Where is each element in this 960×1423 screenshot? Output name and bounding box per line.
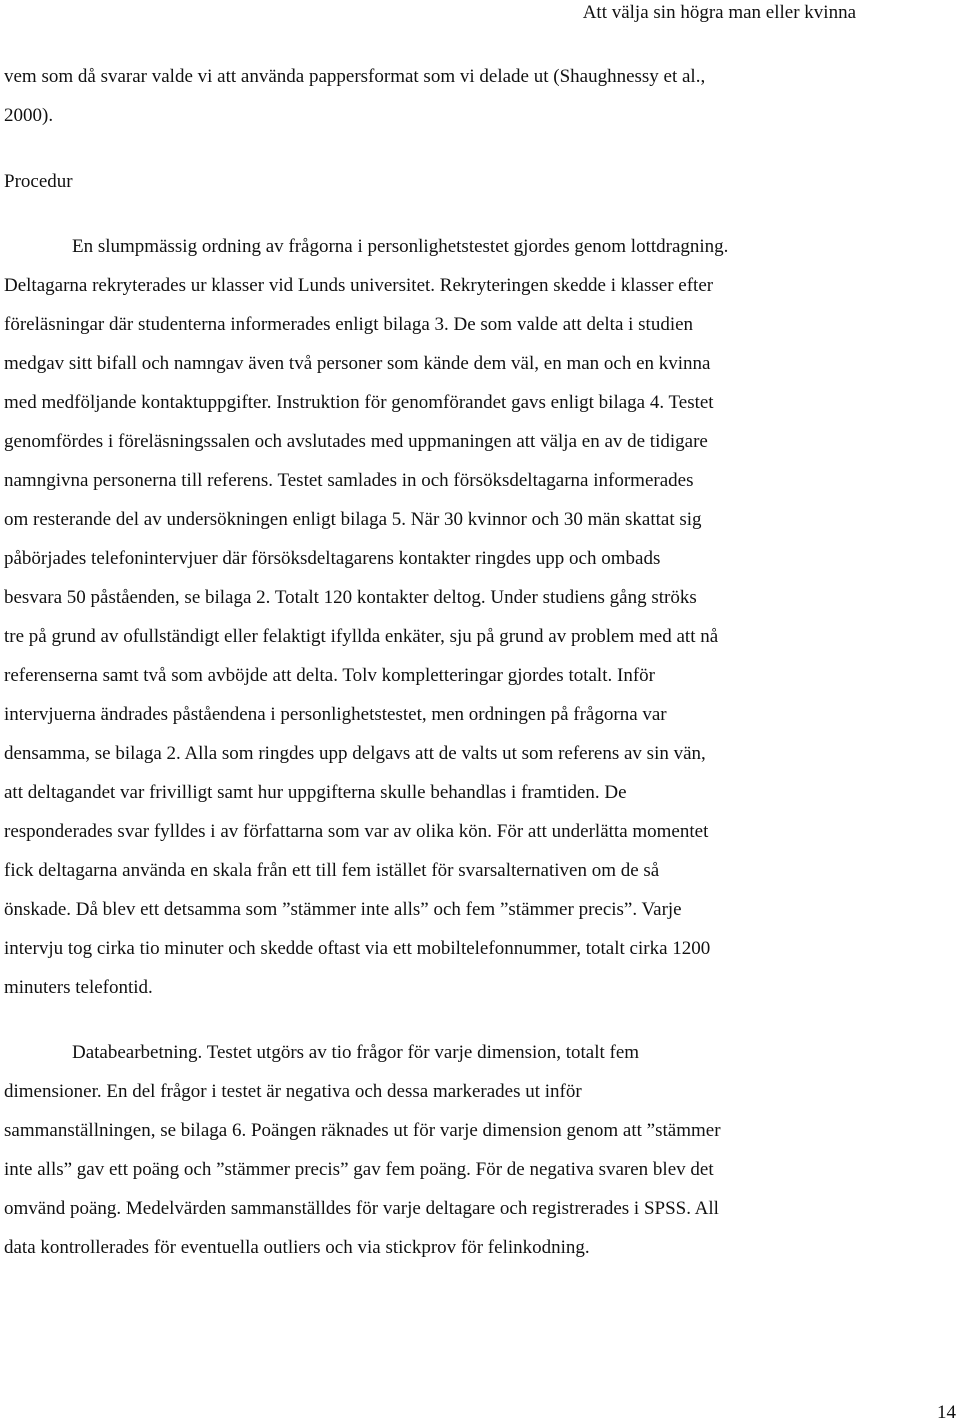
text-line: responderades svar fylldes i av författarna som var av olika kön. För att underlätta momentet (4, 821, 709, 842)
text-line: önskade. Då blev ett detsamma som ”stämmer inte alls” och fem ”stämmer precis”. Varje (4, 899, 682, 920)
text-line: Databearbetning. Testet utgörs av tio frågor för varje dimension, totalt fem (72, 1042, 640, 1063)
text-line: fick deltagarna använda en skala från ett till fem istället för svarsalternativen om de så (4, 860, 660, 881)
text-line: genomfördes i föreläsningssalen och avslutades med uppmaningen att välja en av de tidigare (4, 431, 708, 452)
text-line: En slumpmässig ordning av frågorna i personlighetstestet gjordes genom lottdragning. (72, 236, 729, 257)
text-line: att deltagandet var frivilligt samt hur uppgifterna skulle behandlas i framtiden. De (4, 782, 627, 803)
text-line: sammanställningen, se bilaga 6. Poängen räknades ut för varje dimension genom att ”stämmer (4, 1120, 721, 1141)
text-line: dimensioner. En del frågor i testet är negativa och dessa markerades ut inför (4, 1081, 582, 1102)
text-line: påbörjades telefonintervjuer där försöksdeltagarens kontakter ringdes upp och ombads (4, 548, 661, 569)
text-line: om resterande del av undersökningen enligt bilaga 5. När 30 kvinnor och 30 män skattat sig (4, 509, 702, 530)
text-line: data kontrollerades för eventuella outliers och via stickprov för felinkodning. (4, 1237, 590, 1258)
text-line: intervjuerna ändrades påståendena i personlighetstestet, men ordningen på frågorna var (4, 704, 667, 725)
text-line: omvänd poäng. Medelvärden sammanställdes för varje deltagare och registrerades i SPSS. All (4, 1198, 719, 1219)
section-heading-procedur: Procedur (4, 171, 73, 192)
text-line: med medföljande kontaktuppgifter. Instruktion för genomförandet gavs enligt bilaga 4. Testet (4, 392, 714, 413)
running-header: Att välja sin högra man eller kvinna (582, 2, 856, 23)
text-line: densamma, se bilaga 2. Alla som ringdes upp delgavs att de valts ut som referens av sin vän, (4, 743, 706, 764)
text-line: intervju tog cirka tio minuter och skedde oftast via ett mobiltelefonnummer, totalt cirka 1200 (4, 938, 711, 959)
text-line: Deltagarna rekryterades ur klasser vid Lunds universitet. Rekryteringen skedde i klasser efter (4, 275, 714, 296)
text-line: referenserna samt två som avböjde att delta. Tolv kompletteringar gjordes totalt. Inför (4, 665, 655, 686)
text-line: 2000). (4, 105, 54, 126)
text-line: besvara 50 påståenden, se bilaga 2. Totalt 120 kontakter deltog. Under studiens gång ströks (4, 587, 697, 608)
page-number: 14 (937, 1402, 956, 1423)
text-line: vem som då svarar valde vi att använda pappersformat som vi delade ut (Shaughnessy et al., (4, 66, 706, 87)
text-line: inte alls” gav ett poäng och ”stämmer precis” gav fem poäng. För de negativa svaren blev det (4, 1159, 714, 1180)
text-line: namngivna personerna till referens. Testet samlades in och försöksdeltagarna informerades (4, 470, 694, 491)
text-line: tre på grund av ofullständigt eller felaktigt ifyllda enkäter, sju på grund av problem med att nå (4, 626, 719, 647)
text-line: minuters telefontid. (4, 977, 153, 998)
text-line: medgav sitt bifall och namngav även två personer som kände dem väl, en man och en kvinna (4, 353, 711, 374)
text-line: föreläsningar där studenterna informerades enligt bilaga 3. De som valde att delta i studien (4, 314, 694, 335)
